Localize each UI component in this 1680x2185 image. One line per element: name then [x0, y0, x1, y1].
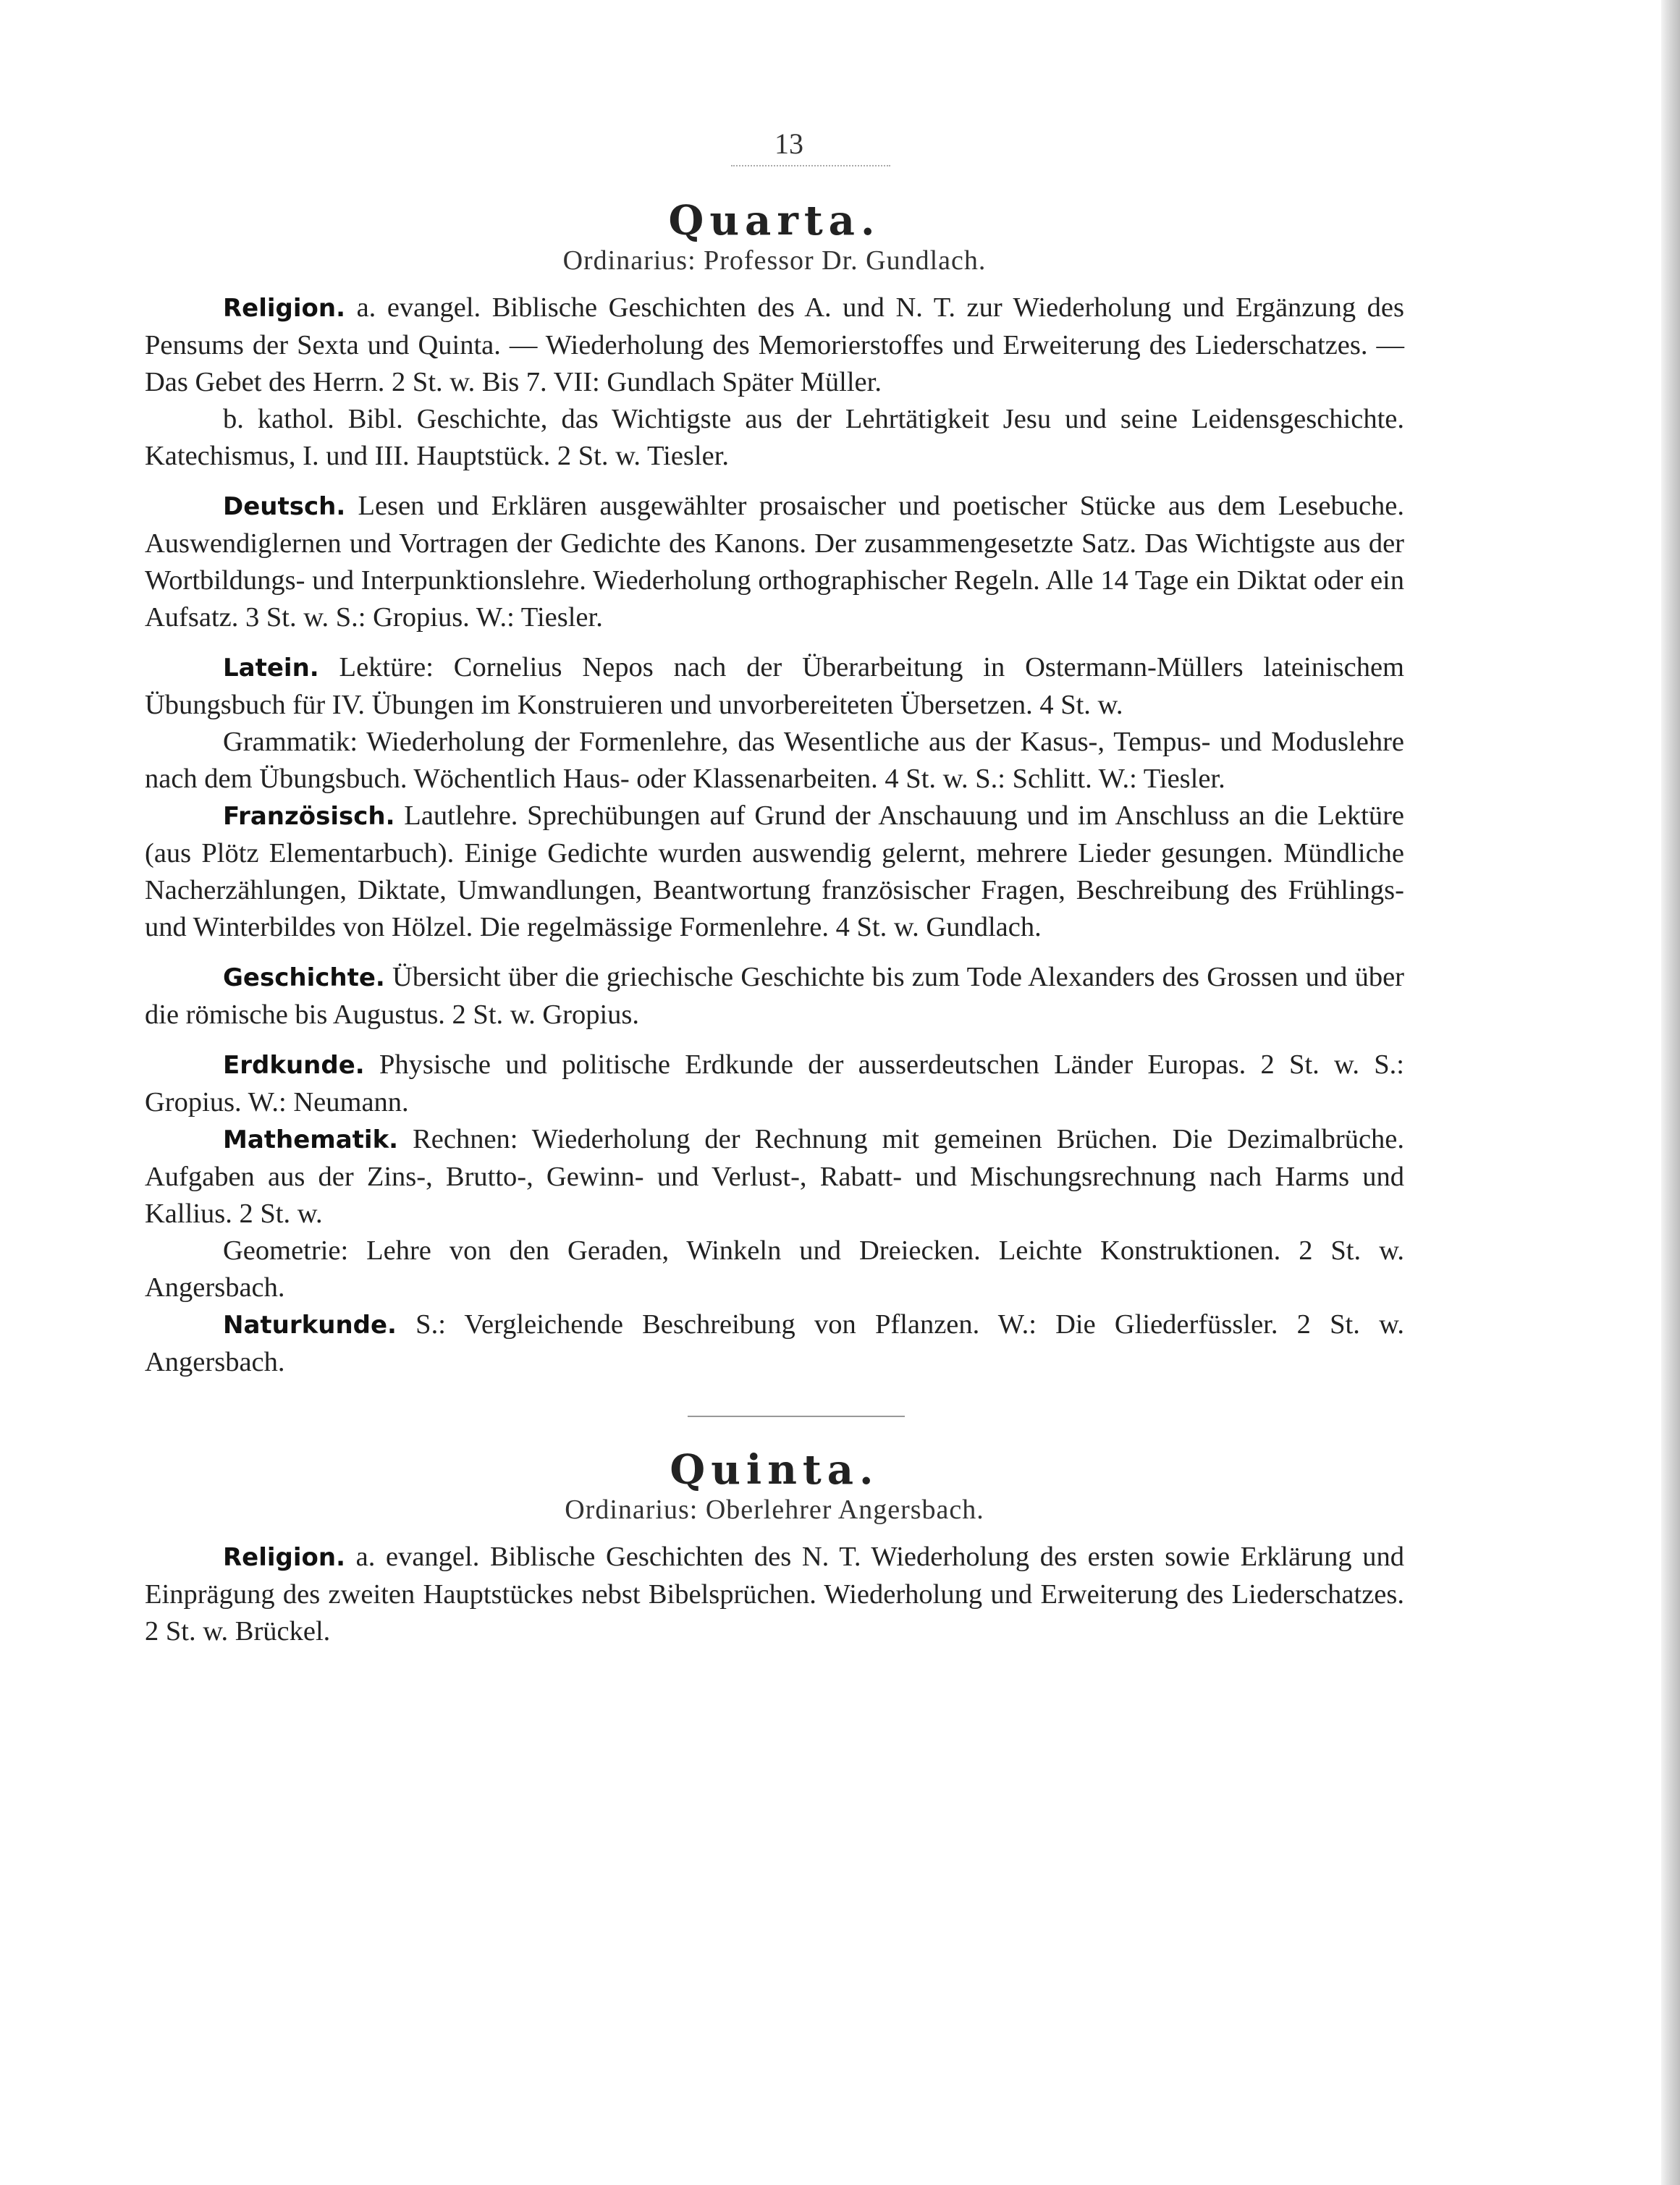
- latein-grammatik-text: Grammatik: Wiederholung der Formenlehre, das Wesentliche aus der Kasus-, Tempus- und Moduslehre nach dem Übungsbuch. Wöchentlich Haus- oder Klassenarbeiten. 4 St. w. S.: Schlitt. W.: Tiesler.: [145, 727, 1404, 794]
- page-content: [145, 127, 1404, 1650]
- franzoesisch-text: Lautlehre. Sprechübungen auf Grund der Anschauung und im Anschluss an die Lektüre (aus Plötz Elementarbuch). Einige Gedichte wurden auswendig gelernt, mehrere Lieder gesungen. Mündliche Nacherzählungen, Diktate, Umwandlungen, Beantwortung französischer Fragen, Beschreibung des Frühlings- und Winterbildes von Hölzel. Die regelmässige Formenlehre. 4 St. w. Gundlach.: [145, 800, 1404, 942]
- paragraph-religion: [145, 289, 1404, 401]
- ordinarius-quarta: Ordinarius: Professor Dr. Gundlach.: [562, 245, 987, 276]
- ordinarius-quinta: Ordinarius: Oberlehrer Angersbach.: [565, 1495, 984, 1525]
- paragraph-mathematik: [145, 1121, 1404, 1233]
- paragraph-latein: [145, 649, 1404, 724]
- paragraph-religion-kathol: [145, 401, 1404, 475]
- paragraph-franzoesisch: [145, 798, 1404, 946]
- paragraph-latein-grammatik: [145, 724, 1404, 798]
- section-title-quarta: Quarta.: [668, 197, 881, 245]
- quinta-religion-text: a. evangel. Biblische Geschichten des N. T. Wiederholung des ersten sowie Erklärung und Einprägung des zweiten Hauptstückes nebst Bibelsprüchen. Wiederholung und Erweiterung des Liederschatzes. 2 St. w. Brückel.: [145, 1542, 1404, 1647]
- religion-evangel-text: a. evangel. Biblische Geschichten des A. und N. T. zur Wiederholung und Ergänzung des Pensums der Sexta und Quinta. — Wiederholung des Memorierstoffes und Erweiterung des Liederschatzes. — Das Gebet des Herrn. 2 St. w. Bis 7. VII: Gundlach Später Müller.: [145, 292, 1404, 397]
- latein-text: Lektüre: Cornelius Nepos nach der Überarbeitung in Ostermann-Müllers lateinischem Übungsbuch für IV. Übungen im Konstruieren und unvorbereiteten Übersetzen. 4 St. w.: [145, 652, 1404, 720]
- religion-kathol-text: b. kathol. Bibl. Geschichte, das Wichtigste aus der Lehrtätigkeit Jesu und seine Leidensgeschichte. Katechismus, I. und III. Hauptstück. 2 St. w. Tiesler.: [145, 404, 1404, 471]
- subject-quinta-religion: Religion.: [223, 1543, 346, 1572]
- paragraph-deutsch: [145, 488, 1404, 636]
- naturkunde-text: S.: Vergleichende Beschreibung von Pflanzen. W.: Die Gliederfüssler. 2 St. w. Angersbach.: [145, 1309, 1404, 1377]
- deutsch-text: Lesen und Erklären ausgewählter prosaischer und poetischer Stücke aus dem Lesebuche. Auswendiglernen und Vortragen der Gedichte des Kanons. Der zusammengesetzte Satz. Das Wichtigste aus der Wortbildungs- und Interpunktionslehre. Wiederholung orthographischer Regeln. Alle 14 Tage ein Diktat oder ein Aufsatz. 3 St. w. S.: Gropius. W.: Tiesler.: [145, 491, 1404, 633]
- subject-erdkunde: Erdkunde.: [223, 1051, 365, 1080]
- paragraph-geometrie: [145, 1233, 1404, 1306]
- subject-latein: Latein.: [223, 654, 319, 682]
- subject-franzoesisch: Französisch.: [223, 802, 395, 831]
- section-divider: [688, 1416, 905, 1417]
- subject-naturkunde: Naturkunde.: [223, 1311, 397, 1340]
- subject-geschichte: Geschichte.: [223, 963, 385, 992]
- page-number: 13: [774, 127, 803, 160]
- geometrie-text: Geometrie: Lehre von den Geraden, Winkeln und Dreiecken. Leichte Konstruktionen. 2 St. w. Angersbach.: [145, 1235, 1404, 1303]
- subject-religion: Religion.: [223, 294, 346, 323]
- page-number-rule: [731, 165, 890, 168]
- mathematik-text: Rechnen: Wiederholung der Rechnung mit gemeinen Brüchen. Die Dezimalbrüche. Aufgaben aus der Zins-, Brutto-, Gewinn- und Verlust-, Rabatt- und Mischungsrechnung nach Harms und Kallius. 2 St. w.: [145, 1124, 1405, 1229]
- paragraph-erdkunde: [145, 1047, 1404, 1121]
- subject-deutsch: Deutsch.: [223, 492, 346, 521]
- section-title-quinta: Quinta.: [670, 1446, 879, 1494]
- paragraph-quinta-religion: [145, 1539, 1404, 1650]
- page-edge-shadow: [1661, 0, 1680, 2185]
- paragraph-geschichte: [145, 959, 1404, 1034]
- geschichte-text: Übersicht über die griechische Geschichte bis zum Tode Alexanders des Grossen und über die römische bis Augustus. 2 St. w. Gropius.: [145, 962, 1404, 1030]
- paragraph-naturkunde: [145, 1306, 1404, 1381]
- subject-mathematik: Mathematik.: [223, 1125, 399, 1154]
- erdkunde-text: Physische und politische Erdkunde der ausserdeutschen Länder Europas. 2 St. w. S.: Gropius. W.: Neumann.: [145, 1049, 1404, 1117]
